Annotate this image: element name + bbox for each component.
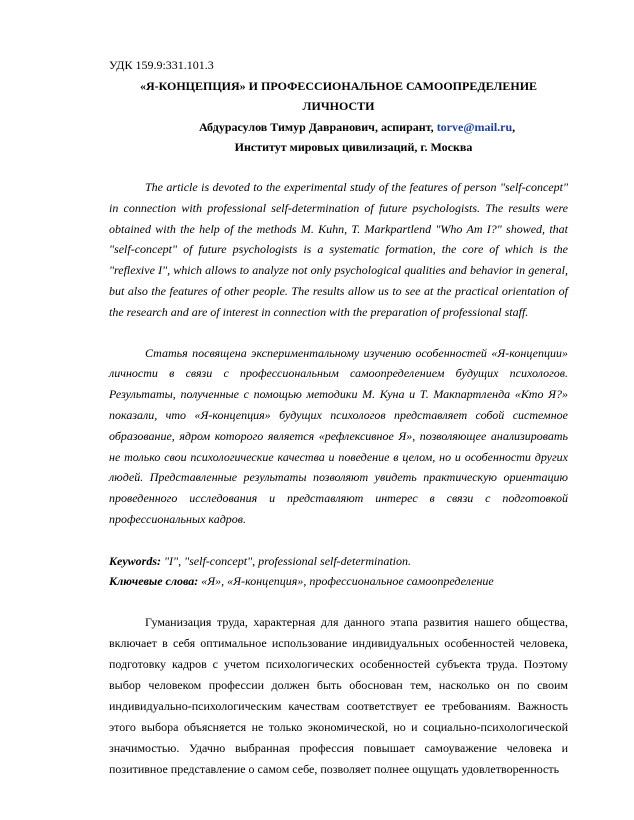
keywords-english-text: "I", "self-concept", professional self-determination. bbox=[161, 553, 412, 568]
abstract-english: The article is devoted to the experimental study of the features of person "self-concept" in connection with professional self-determination of future psychologists. The results were obtained with the help of the methods M. Kuhn, T. Markpartlend "Who Am I?" showed, that "self-concept" of future psychologists is a systematic formation, the core of which is the "reflexive I", which allows to analyze not only psychological qualities and behavior in general, but also the features of other people. The results allow us to see at the practical orientation of the research and are of interest in connection with the preparation of professional staff. bbox=[109, 180, 568, 319]
keywords-russian-label: Ключевые слова: bbox=[109, 573, 199, 588]
body-paragraph: Гуманизация труда, характерная для данного этапа развития нашего общества, включает в себя оптимальное использование индивидуальных особенностей человека, подготовку кадров с учетом психологических особенностей субъекта труда. Поэтому выбор человеком профессии должен быть обоснован тем, насколько он по своим индивидуально-психологическим качествам соответствует ее требованиям. Важность этого выбора объясняется не только экономической, но и социально-психологической значимостью. Удачно выбранная профессия повышает самоуважение человека и позитивное представление о самом себе, позволяет полнее ощущать удовлетворенность bbox=[109, 614, 568, 777]
keywords-russian bbox=[109, 571, 568, 591]
author-name: Абдурасулов Тимур Давранович, аспирант, bbox=[199, 120, 437, 134]
keywords-english-label: Keywords: bbox=[109, 553, 161, 568]
udk-code: УДК 159.9:331.101.3 bbox=[109, 58, 214, 72]
author-email-suffix: , bbox=[512, 120, 516, 134]
keywords-english bbox=[109, 551, 568, 571]
author-email-link[interactable]: torve@mail.ru bbox=[436, 120, 513, 134]
author-institute: Институт мировых цивилизаций, г. Москва bbox=[234, 140, 473, 154]
abstract-russian: Статья посвящена экспериментальному изучению особенностей «Я-концепции» личности в связи с профессиональным самоопределением будущих психологов. Результаты, полученные с помощью методики М. Куна и Т. Макпартленда «Кто Я?» показали, что «Я-концепция» будущих психологов представляет собой системное образование, ядром которого является «рефлексивное Я», позволяющее анализировать не только свои психологические качества и поведение в целом, но и особенности других людей. Представленные результаты позволяют увидеть практическую ориентацию проведенного исследования и представляют интерес в связи с подготовкой профессиональных кадров. bbox=[109, 345, 568, 526]
article-page bbox=[109, 57, 568, 781]
author-line bbox=[109, 117, 568, 137]
keywords-russian-text: «Я», «Я-концепция», профессиональное самоопределение bbox=[198, 573, 494, 588]
article-title: «Я-КОНЦЕПЦИЯ» И ПРОФЕССИОНАЛЬНОЕ САМООПРЕДЕЛЕНИЕ ЛИЧНОСТИ bbox=[139, 79, 538, 113]
